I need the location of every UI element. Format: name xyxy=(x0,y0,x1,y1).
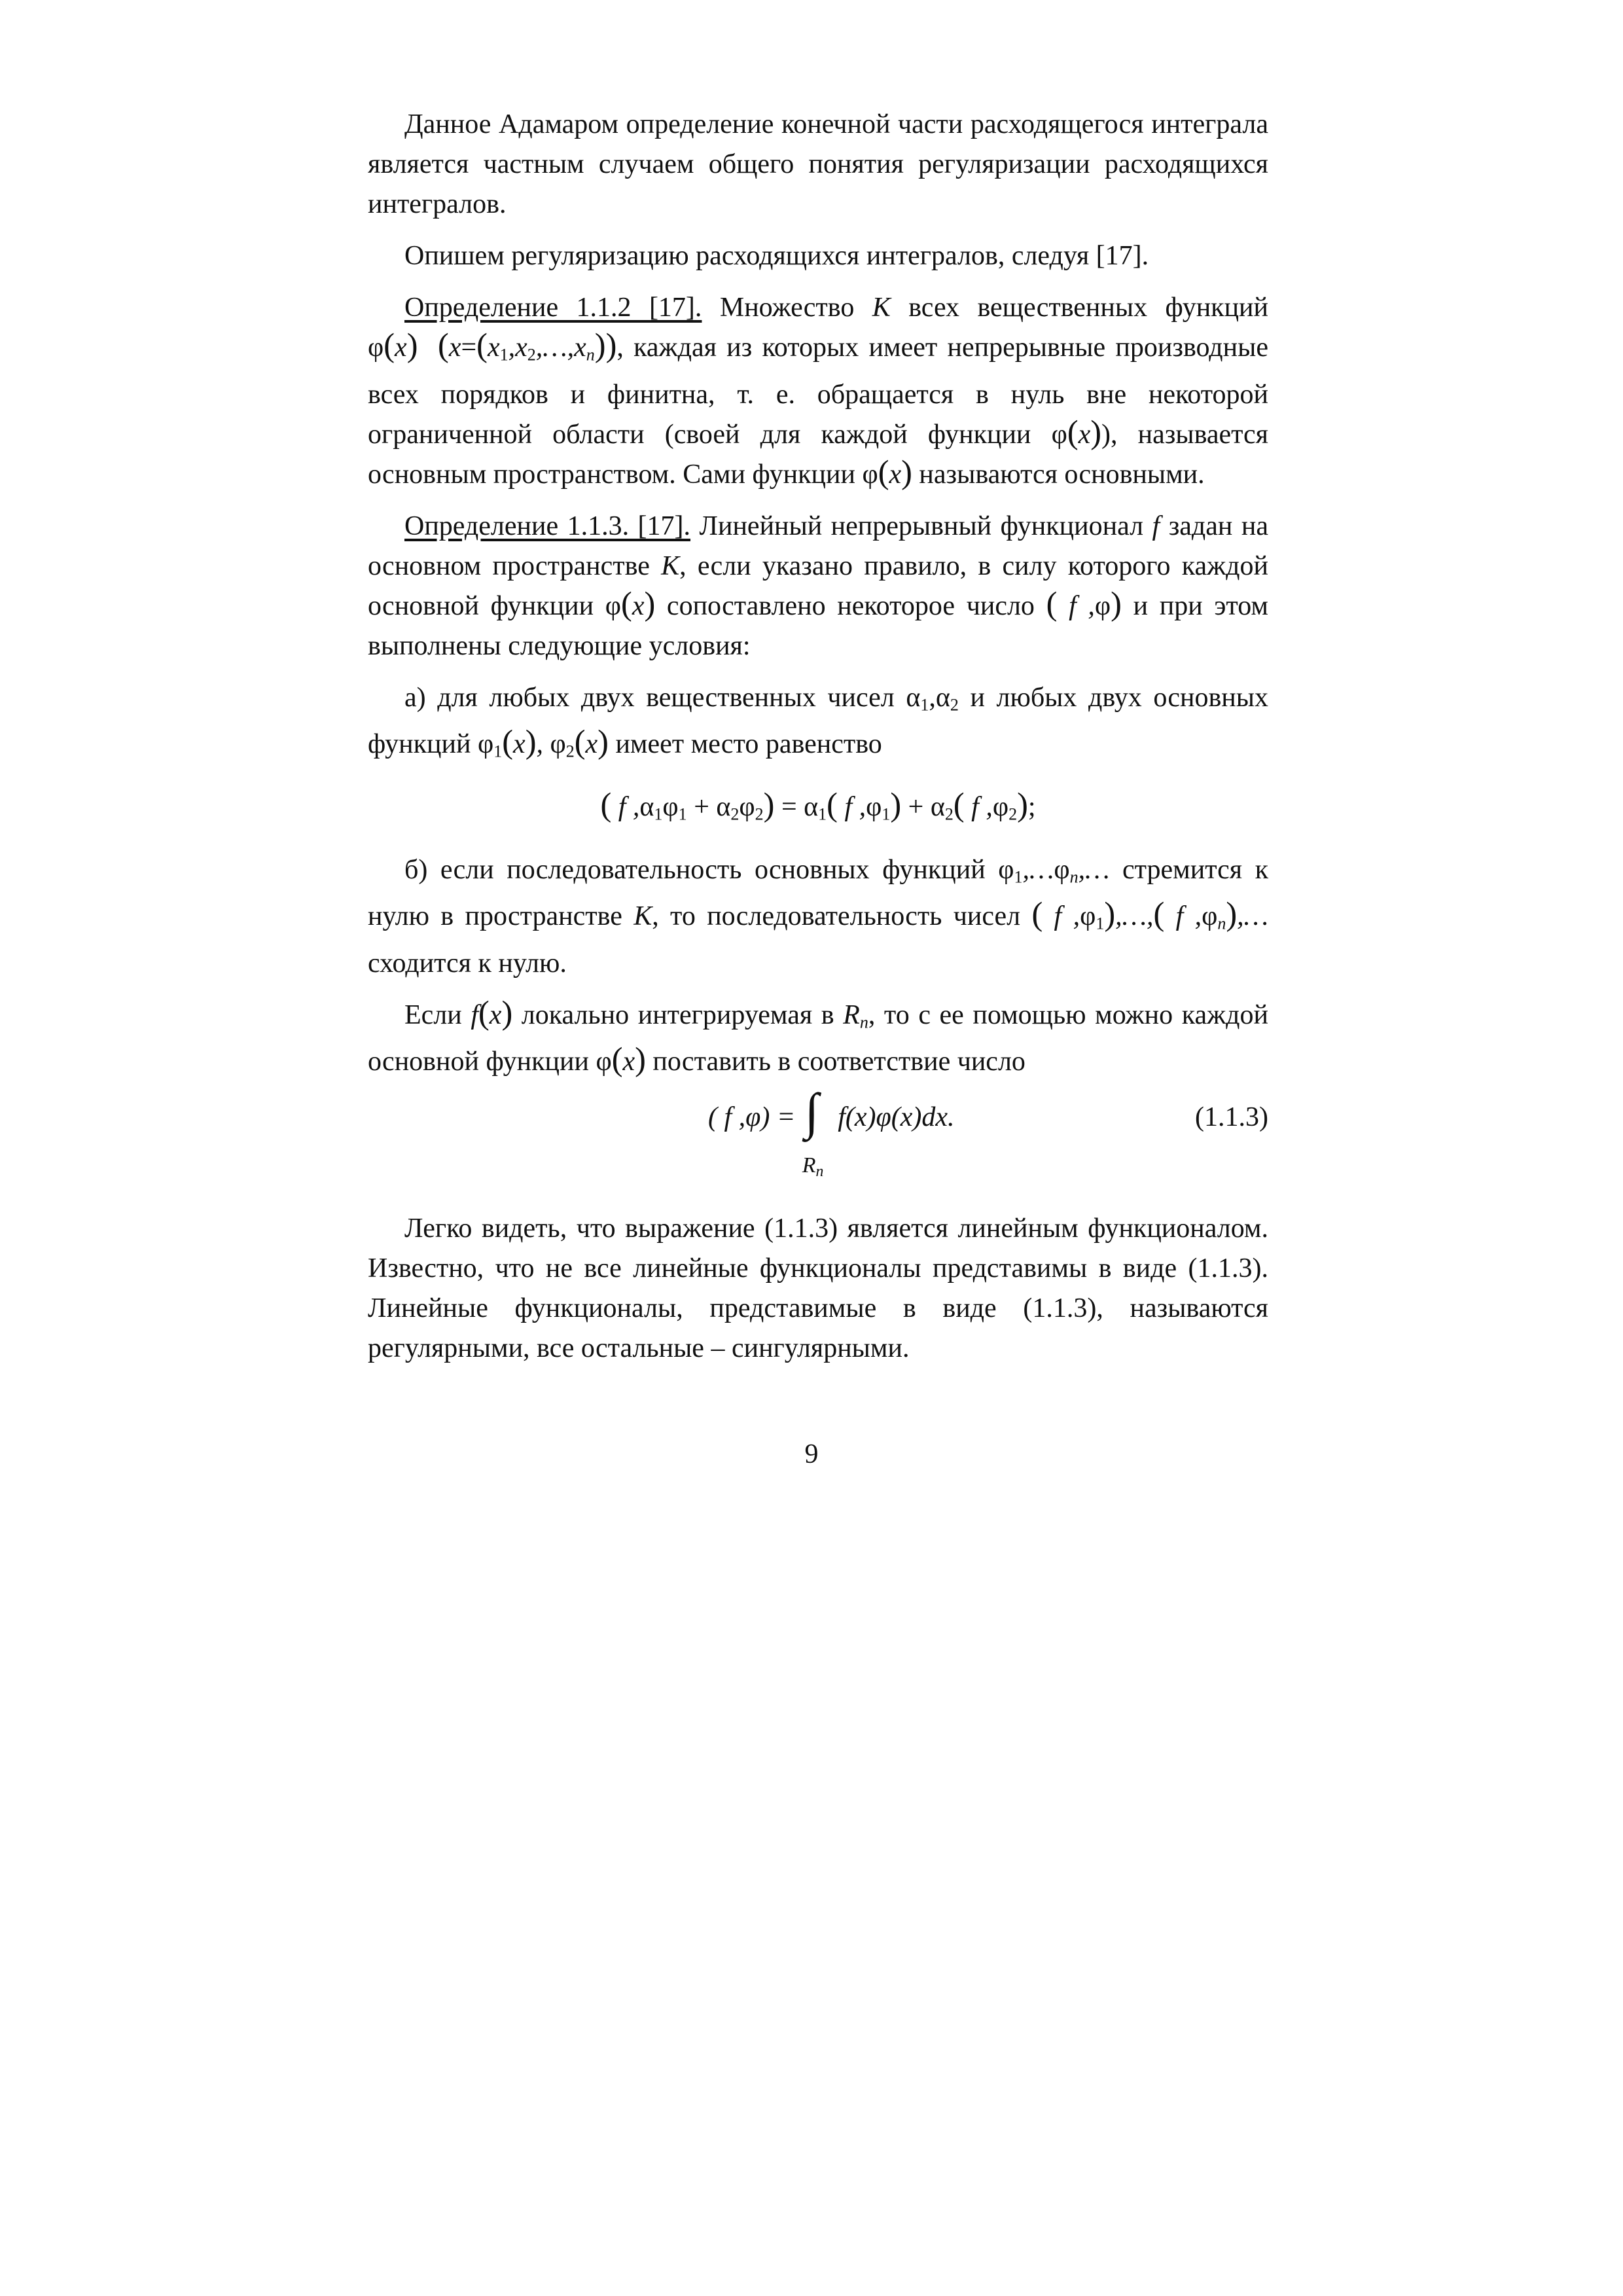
math-phi-x: φ(x) xyxy=(368,327,418,363)
local-integrable-text-3: , то с ее помощью можно каждой основной функции xyxy=(368,999,1269,1077)
definition-1-1-3-text-c: , если указано правило, в силу которого каждой основной функции xyxy=(368,550,1269,621)
math-x-tuple: $(x=(x1,x2,\dots,x_n))$ xyxy=(438,327,617,365)
local-integrable-text-2: локально интегрируемая в xyxy=(512,999,844,1030)
math-f: f xyxy=(1152,511,1160,541)
math-phi-functions: φ1(x), φ2(x) xyxy=(477,723,609,761)
math-f-phi-pair: ( f ,φ) xyxy=(1046,584,1122,622)
math-phi-x-3: φ(x) xyxy=(862,453,912,490)
page-number: 9 xyxy=(804,1439,819,1469)
condition-b xyxy=(368,850,1268,984)
equation-1-1-3 xyxy=(368,1083,1268,1192)
condition-b-text-1: б) если последовательность основных функций xyxy=(404,854,999,885)
equation-lhs: ( f ,φ) = xyxy=(708,1102,796,1132)
paragraph-regularization-text: Опишем регуляризацию расходящихся интегралов, следуя [17]. xyxy=(404,241,1149,271)
definition-1-1-3-text-d: сопоставлено некоторое число xyxy=(655,590,1046,621)
condition-b-text-2: стремится к нулю в пространстве xyxy=(368,854,1268,931)
math-alpha-pair: α1,α2 xyxy=(906,682,959,714)
condition-a-text-3: имеет место равенство xyxy=(615,729,882,759)
condition-a-text-2: и любых двух основных функций xyxy=(368,682,1269,759)
text-body xyxy=(368,105,1268,1380)
definition-1-1-3-label: Определение 1.1.3. [17]. xyxy=(404,511,691,541)
definition-1-1-2-label: Определение 1.1.2 [17]. xyxy=(404,293,702,323)
equation-integrand: f(x)φ(x)dx. xyxy=(838,1102,955,1132)
paragraph-hadamard-text: Данное Адамаром определение конечной части расходящегося интеграла является частным случаем общего понятия регуляризации расходящихся интегралов. xyxy=(368,109,1268,219)
definition-1-1-2-text-c: , каждая из которых имеет непрерывные производные всех порядков и финитна, т. е. обращается в нуль вне некоторой ограниченной области (своей для каждой функции xyxy=(368,332,1268,450)
condition-b-text-4: сходится к нулю. xyxy=(368,948,567,978)
math-R-n: $R_n$ xyxy=(843,999,868,1031)
definition-1-1-3-text-b: задан на основном пространстве xyxy=(368,511,1268,581)
math-phi-x-2: φ(x) xyxy=(1051,413,1102,450)
definition-1-1-2-text-a: Множество xyxy=(702,293,872,323)
linearity-formula: ( f ,α1φ1 + α2φ2) = α1( f ,φ1) + α2( f ,φ2); xyxy=(600,785,1036,823)
local-integrable-text-4: поставить в соответствие число xyxy=(645,1047,1026,1077)
local-integrable xyxy=(368,996,1268,1083)
paragraph-conclusion xyxy=(368,1209,1268,1369)
math-K-2: K xyxy=(661,550,680,581)
math-f-x: f(x) xyxy=(471,994,513,1031)
local-integrable-text-1: Если xyxy=(404,999,471,1030)
definition-1-1-2-text-b: всех вещественных функций xyxy=(890,293,1269,323)
math-phi-x-5: φ(x) xyxy=(596,1041,646,1077)
integral-limit: R xyxy=(802,1153,816,1177)
integral-sign-icon: ∫ $R_n$ xyxy=(802,1083,824,1180)
definition-1-1-3-text-e: и при этом выполнены следующие условия: xyxy=(368,590,1268,661)
definition-1-1-2 xyxy=(368,288,1268,495)
paragraph-hadamard xyxy=(368,105,1268,224)
condition-a xyxy=(368,678,1268,772)
integral-limit-sub: n xyxy=(815,1162,824,1180)
definition-1-1-3 xyxy=(368,507,1268,666)
math-K-3: K xyxy=(633,901,652,931)
math-K: K xyxy=(872,293,891,323)
math-phi-sequence: $\varphi 1,\dots\varphi_n,\dots$ xyxy=(998,854,1110,886)
definition-1-1-2-text-e: называются основными. xyxy=(912,459,1205,490)
equation-body xyxy=(708,1083,955,1180)
math-phi-x-4: φ(x) xyxy=(605,584,656,622)
paragraph-regularization xyxy=(368,236,1268,276)
math-number-sequence: ( f ,φ1),…,( f $,\varphi_n),\dots$ xyxy=(1031,895,1269,933)
equation-number: (1.1.3) xyxy=(1195,1102,1268,1132)
definition-1-1-2-text-d: ), называется основным пространством. Сами функции xyxy=(368,419,1268,490)
definition-1-1-3-text-a: Линейный непрерывный функционал xyxy=(690,511,1152,541)
condition-a-text-1: а) для любых двух вещественных чисел xyxy=(404,682,906,713)
condition-b-text-3: , то последовательность чисел xyxy=(652,901,1032,931)
paragraph-conclusion-text: Легко видеть, что выражение (1.1.3) является линейным функционалом. Известно, что не все линейные функционалы представимы в виде (1.1.3). Линейные функционалы, представимые в виде (1.1.3), называются регулярными, все остальные – сингулярными. xyxy=(368,1213,1268,1363)
